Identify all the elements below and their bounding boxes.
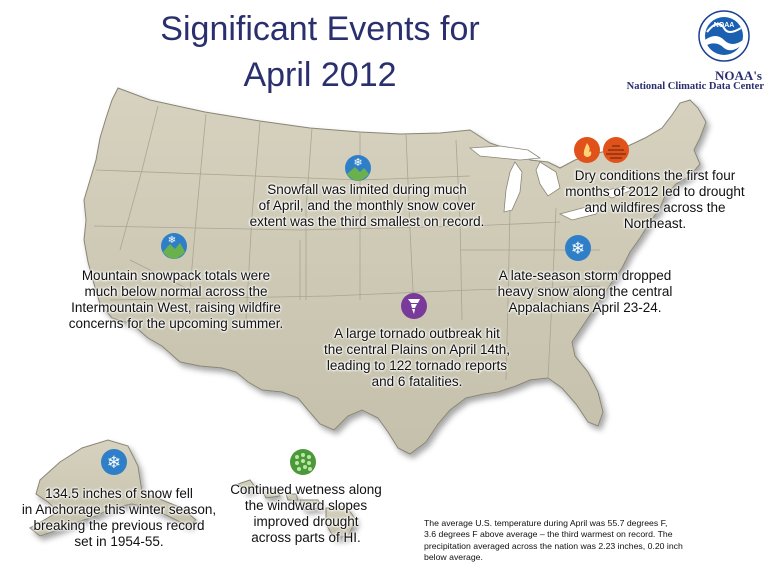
event-line: in Anchorage this winter season, [21, 502, 217, 517]
snowfall-icon [344, 154, 372, 182]
title-line-2: April 2012 [243, 56, 397, 94]
event-line: Appalachians April 23-24. [508, 300, 662, 315]
event-line: much below normal across the [84, 284, 268, 299]
summary-line: below average. [424, 551, 483, 562]
event-line: Intermountain West, raising wildfire [71, 300, 281, 315]
noaa-logo [626, 6, 766, 92]
svg-text:❄: ❄ [570, 239, 586, 259]
event-line: set in 1954-55. [74, 534, 164, 549]
event-line: across parts of HI. [251, 530, 361, 545]
event-line: Snowfall was limited during much [267, 182, 467, 197]
event-snow-cover [236, 182, 498, 230]
event-mountain-snowpack [50, 268, 302, 332]
heavy-snow-icon [564, 234, 592, 262]
event-line: A large tornado outbreak hit [334, 326, 500, 341]
summary-line: 3.6 degrees F above average – the third warmest on record. The [424, 529, 673, 540]
page-title [110, 6, 530, 98]
summary-line: The average U.S. temperature during April was 55.7 degrees F, [424, 518, 668, 528]
event-line: Northeast. [623, 216, 687, 231]
event-line: Continued wetness along [230, 482, 382, 497]
event-appalachian-storm [480, 268, 690, 316]
noaa-emblem-icon [698, 10, 750, 62]
tornado-icon [400, 292, 428, 320]
summary-line: precipitation averaged across the nation was 2.23 inches, 0.20 inch [424, 540, 683, 551]
event-line: leading to 122 tornado reports [326, 358, 508, 373]
noaa-emblem-text: NOAA [713, 22, 735, 29]
event-line: the windward slopes [244, 498, 368, 513]
event-line: Mountain snowpack totals were [81, 268, 271, 283]
event-alaska-snow [8, 486, 230, 550]
drought-wildfire-icon [574, 136, 630, 164]
event-line: of April, and the monthly snow cover [258, 198, 476, 213]
event-hawaii-wetness [216, 482, 396, 546]
event-line: and wildfires across the [584, 200, 726, 215]
event-line: heavy snow along the central [497, 284, 673, 299]
event-line: A late-season storm dropped [498, 268, 672, 283]
rain-wetness-icon [289, 448, 317, 476]
event-line: the central Plains on April 14th, [323, 342, 511, 357]
temperature-precip-summary [424, 518, 764, 563]
event-line: concerns for the upcoming summer. [68, 316, 284, 331]
event-line: Dry conditions the first four [574, 168, 736, 183]
event-line: and 6 fatalities. [371, 374, 463, 389]
svg-text:❄: ❄ [106, 453, 122, 473]
event-northeast-drought [546, 168, 764, 232]
event-line: extent was the third smallest on record. [249, 214, 485, 229]
event-tornado-outbreak [306, 326, 528, 390]
title-line-1: Significant Events for [160, 10, 480, 48]
event-line: months of 2012 led to drought [565, 184, 745, 199]
alaska-snow-icon [100, 448, 128, 476]
logo-label-noaa: NOAA's [715, 68, 762, 83]
svg-text:❄: ❄ [167, 235, 177, 246]
event-line: 134.5 inches of snow fell [45, 486, 193, 501]
event-line: breaking the previous record [33, 518, 205, 533]
svg-text:❄: ❄ [353, 156, 363, 169]
snowpack-icon [160, 232, 188, 260]
logo-label-ncdc: National Climatic Data Center [626, 81, 764, 92]
event-line: improved drought [253, 514, 359, 529]
